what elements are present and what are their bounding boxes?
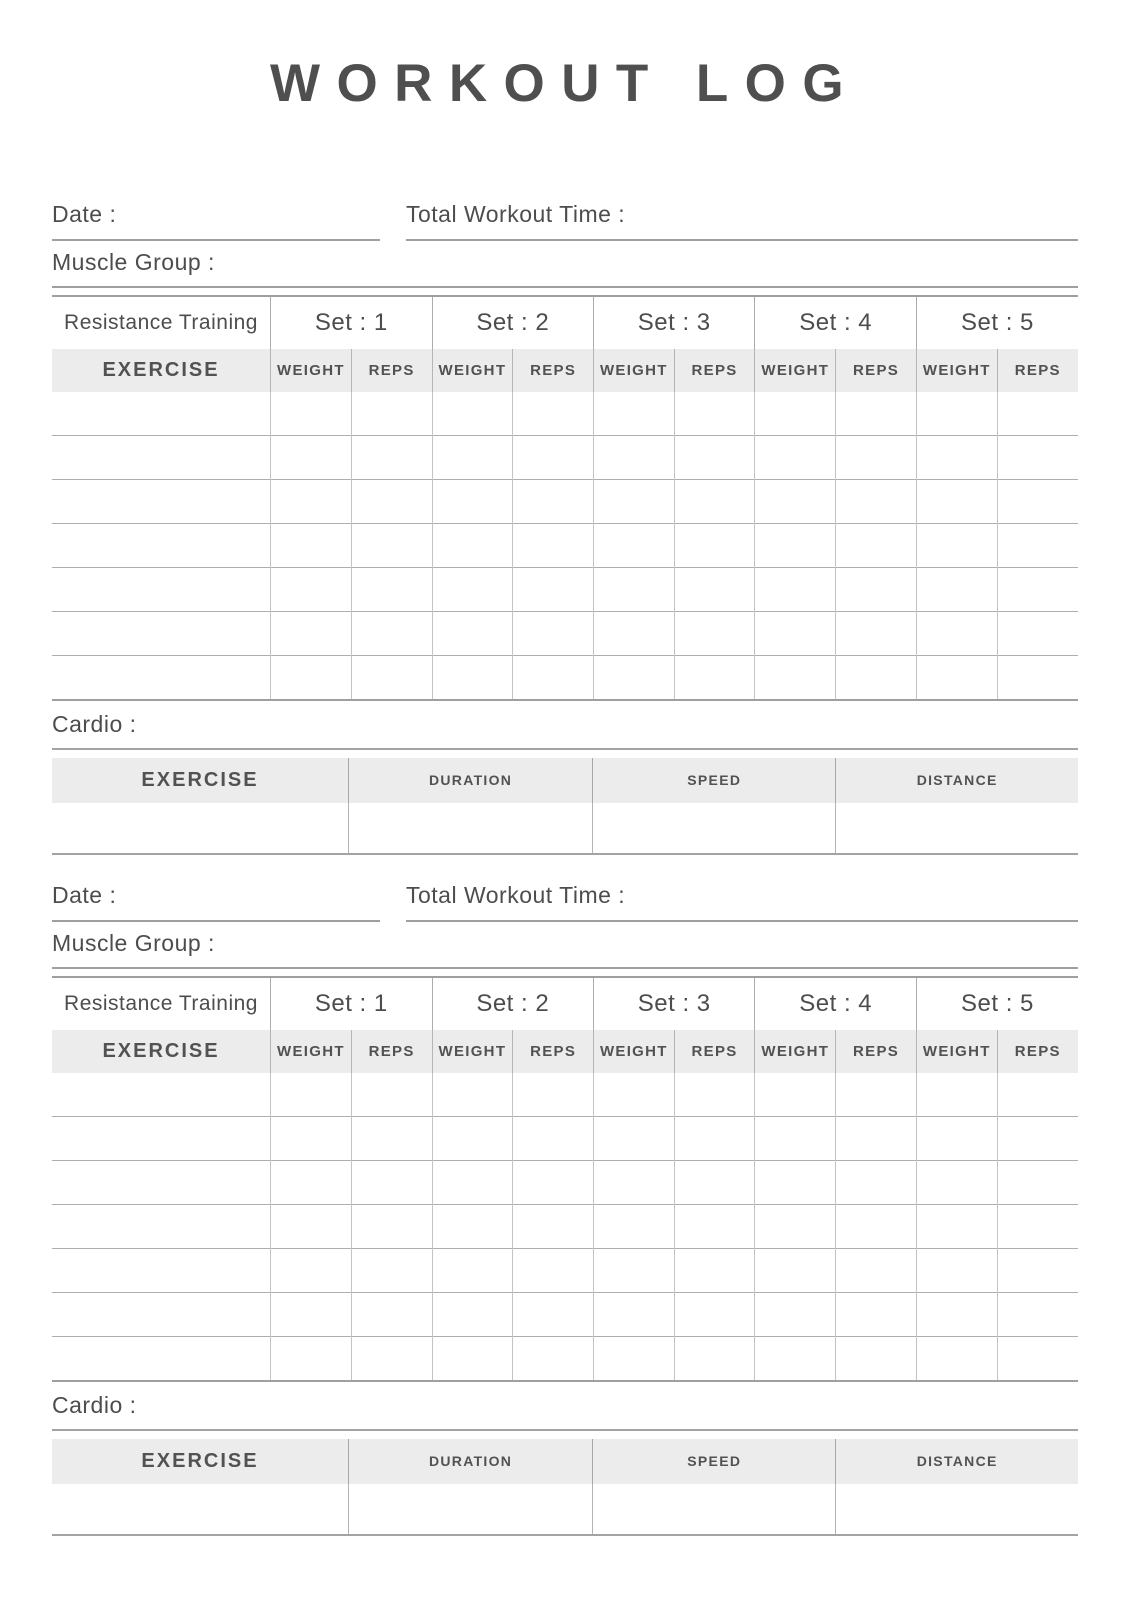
cardio-distance-header: DISTANCE [836,1439,1078,1484]
cardio-header-row [52,758,1078,803]
empty-cell [271,1161,352,1205]
empty-cell [513,436,594,480]
reps-column-header: REPS [836,349,917,392]
empty-row [52,1249,1078,1293]
empty-cell [593,1293,674,1337]
empty-row [52,568,1078,612]
empty-cell [997,436,1078,480]
empty-cell [593,1249,674,1293]
empty-cell [271,1293,352,1337]
empty-cell [674,480,755,524]
workout-section-1 [52,200,1078,855]
empty-cell [52,1249,271,1293]
empty-cell [674,656,755,700]
empty-cell [513,1205,594,1249]
cardio-field [52,1391,1078,1431]
weight-column-header: WEIGHT [432,349,513,392]
empty-cell [916,1249,997,1293]
empty-cell [916,1073,997,1117]
set-header-row [52,296,1078,349]
cardio-exercise-header: EXERCISE [52,758,349,803]
empty-cell [432,524,513,568]
empty-cell [351,1293,432,1337]
empty-cell [997,1161,1078,1205]
empty-cell [351,1337,432,1381]
empty-cell [351,392,432,436]
empty-cell [674,524,755,568]
empty-row [52,656,1078,700]
weight-column-header: WEIGHT [593,1030,674,1073]
total-workout-time-label: Total Workout Time : [406,881,626,908]
empty-cell [432,568,513,612]
empty-cell [513,480,594,524]
empty-cell [755,524,836,568]
empty-cell [52,1293,271,1337]
empty-cell [997,1205,1078,1249]
date-field [52,200,380,241]
empty-cell [432,1117,513,1161]
empty-cell [52,436,271,480]
empty-cell [997,612,1078,656]
empty-cell [593,1073,674,1117]
empty-cell [836,803,1078,854]
empty-cell [836,480,917,524]
empty-cell [271,524,352,568]
empty-cell [513,568,594,612]
empty-cell [52,1205,271,1249]
empty-cell [916,524,997,568]
empty-cell [593,1484,836,1535]
column-header-row [52,1030,1078,1073]
weight-column-header: WEIGHT [593,349,674,392]
cardio-speed-header: SPEED [593,1439,836,1484]
cardio-label: Cardio : [52,710,137,737]
total-workout-time-label: Total Workout Time : [406,200,626,227]
empty-cell [271,656,352,700]
empty-cell [916,392,997,436]
date-label: Date : [52,881,117,908]
empty-cell [513,1117,594,1161]
cardio-duration-header: DURATION [349,758,593,803]
empty-cell [755,480,836,524]
empty-cell [674,1337,755,1381]
empty-cell [593,803,836,854]
cardio-table [52,758,1078,855]
set-5-header: Set : 5 [916,977,1078,1030]
empty-cell [52,392,271,436]
empty-cell [836,1161,917,1205]
empty-cell [916,568,997,612]
empty-cell [836,1293,917,1337]
empty-cell [271,480,352,524]
empty-cell [432,1293,513,1337]
empty-cell [674,1249,755,1293]
empty-cell [997,568,1078,612]
set-1-header: Set : 1 [271,977,432,1030]
empty-cell [997,392,1078,436]
set-4-header: Set : 4 [755,296,916,349]
empty-cell [916,1205,997,1249]
empty-cell [432,1073,513,1117]
resistance-training-label: Resistance Training [64,310,258,334]
weight-column-header: WEIGHT [755,1030,836,1073]
empty-cell [432,480,513,524]
empty-cell [836,524,917,568]
empty-cell [755,1117,836,1161]
empty-cell [351,1073,432,1117]
cardio-speed-header: SPEED [593,758,836,803]
empty-cell [916,436,997,480]
muscle-group-label: Muscle Group : [52,929,215,956]
empty-cell [52,1161,271,1205]
empty-row [52,612,1078,656]
empty-cell [916,1117,997,1161]
workout-section-2 [52,881,1078,1536]
empty-cell [593,568,674,612]
column-header-row [52,349,1078,392]
empty-cell [271,436,352,480]
empty-cell [271,568,352,612]
empty-cell [593,1205,674,1249]
cardio-table-body [52,1484,1078,1535]
empty-cell [513,612,594,656]
empty-row [52,1337,1078,1381]
cardio-duration-header: DURATION [349,1439,593,1484]
empty-cell [432,1249,513,1293]
empty-cell [432,612,513,656]
empty-cell [997,656,1078,700]
empty-cell [593,612,674,656]
date-time-row [52,200,1078,241]
empty-cell [513,656,594,700]
empty-cell [52,480,271,524]
exercise-column-header: EXERCISE [52,349,271,392]
empty-cell [513,1161,594,1205]
empty-cell [593,1117,674,1161]
set-2-header: Set : 2 [432,977,593,1030]
reps-column-header: REPS [351,349,432,392]
empty-cell [836,1249,917,1293]
set-3-header: Set : 3 [593,296,754,349]
empty-cell [271,1205,352,1249]
empty-cell [432,1161,513,1205]
weight-column-header: WEIGHT [432,1030,513,1073]
weight-column-header: WEIGHT [271,1030,352,1073]
empty-cell [432,436,513,480]
empty-cell [351,480,432,524]
resistance-table-body [52,392,1078,700]
cardio-exercise-header: EXERCISE [52,1439,349,1484]
empty-row [52,480,1078,524]
empty-cell [755,1161,836,1205]
empty-cell [351,1205,432,1249]
empty-cell [674,436,755,480]
empty-cell [674,1073,755,1117]
empty-cell [513,1337,594,1381]
empty-cell [432,1337,513,1381]
empty-row [52,803,1078,854]
empty-row [52,1117,1078,1161]
empty-cell [836,568,917,612]
empty-cell [674,568,755,612]
resistance-table-body [52,1073,1078,1381]
empty-cell [916,1337,997,1381]
weight-column-header: WEIGHT [271,349,352,392]
page-title: WORKOUT LOG [270,54,860,113]
empty-cell [593,656,674,700]
cardio-field [52,710,1078,750]
empty-cell [836,436,917,480]
empty-cell [997,480,1078,524]
empty-cell [997,524,1078,568]
empty-cell [351,656,432,700]
empty-cell [351,1161,432,1205]
reps-column-header: REPS [513,349,594,392]
empty-cell [52,1073,271,1117]
empty-cell [916,1161,997,1205]
empty-cell [836,1117,917,1161]
empty-row [52,1484,1078,1535]
empty-cell [349,1484,593,1535]
empty-cell [674,612,755,656]
empty-cell [997,1293,1078,1337]
reps-column-header: REPS [674,1030,755,1073]
empty-cell [836,1205,917,1249]
empty-row [52,1205,1078,1249]
muscle-group-field [52,248,1078,288]
cardio-label: Cardio : [52,1391,137,1418]
weight-column-header: WEIGHT [916,1030,997,1073]
empty-cell [271,1337,352,1381]
empty-cell [836,392,917,436]
empty-cell [593,1337,674,1381]
empty-cell [351,524,432,568]
empty-cell [593,1161,674,1205]
reps-column-header: REPS [674,349,755,392]
empty-cell [916,1293,997,1337]
reps-column-header: REPS [997,1030,1078,1073]
empty-row [52,1161,1078,1205]
weight-column-header: WEIGHT [755,349,836,392]
reps-column-header: REPS [997,349,1078,392]
empty-row [52,392,1078,436]
empty-cell [755,612,836,656]
empty-cell [513,1249,594,1293]
empty-row [52,1293,1078,1337]
empty-cell [432,656,513,700]
empty-cell [351,612,432,656]
set-header-row [52,977,1078,1030]
empty-cell [755,1337,836,1381]
empty-cell [271,612,352,656]
muscle-group-field [52,929,1078,969]
empty-cell [755,656,836,700]
empty-cell [674,1205,755,1249]
date-field [52,881,380,922]
empty-cell [271,1249,352,1293]
resistance-training-table [52,976,1078,1382]
empty-cell [755,1293,836,1337]
empty-cell [271,392,352,436]
empty-cell [916,656,997,700]
empty-cell [513,1073,594,1117]
empty-cell [836,1073,917,1117]
empty-cell [836,656,917,700]
empty-cell [52,1484,349,1535]
empty-cell [593,436,674,480]
empty-cell [351,1249,432,1293]
empty-cell [271,1117,352,1161]
empty-cell [52,568,271,612]
empty-cell [997,1117,1078,1161]
set-1-header: Set : 1 [271,296,432,349]
resistance-training-table [52,295,1078,701]
empty-row [52,436,1078,480]
empty-cell [836,1337,917,1381]
empty-cell [997,1337,1078,1381]
empty-cell [52,1117,271,1161]
empty-cell [271,1073,352,1117]
empty-cell [52,1337,271,1381]
set-4-header: Set : 4 [755,977,916,1030]
reps-column-header: REPS [351,1030,432,1073]
date-label: Date : [52,200,117,227]
cardio-table-body [52,803,1078,854]
empty-row [52,1073,1078,1117]
empty-cell [674,1117,755,1161]
set-5-header: Set : 5 [916,296,1078,349]
empty-row [52,524,1078,568]
empty-cell [513,524,594,568]
cardio-distance-header: DISTANCE [836,758,1078,803]
empty-cell [916,480,997,524]
empty-cell [755,436,836,480]
exercise-column-header: EXERCISE [52,1030,271,1073]
date-time-row [52,881,1078,922]
empty-cell [674,1161,755,1205]
set-3-header: Set : 3 [593,977,754,1030]
empty-cell [351,1117,432,1161]
empty-cell [755,568,836,612]
empty-cell [593,480,674,524]
empty-cell [836,612,917,656]
empty-cell [593,524,674,568]
empty-cell [997,1073,1078,1117]
reps-column-header: REPS [513,1030,594,1073]
empty-cell [349,803,593,854]
empty-cell [836,1484,1078,1535]
empty-cell [755,1073,836,1117]
reps-column-header: REPS [836,1030,917,1073]
empty-cell [513,392,594,436]
set-2-header: Set : 2 [432,296,593,349]
empty-cell [755,1249,836,1293]
empty-cell [916,612,997,656]
empty-cell [755,1205,836,1249]
resistance-training-label: Resistance Training [64,991,258,1015]
cardio-table [52,1439,1078,1536]
total-workout-time-field [406,881,1078,922]
empty-cell [997,1249,1078,1293]
empty-cell [674,392,755,436]
weight-column-header: WEIGHT [916,349,997,392]
cardio-header-row [52,1439,1078,1484]
empty-cell [432,392,513,436]
empty-cell [755,392,836,436]
empty-cell [351,436,432,480]
empty-cell [52,612,271,656]
empty-cell [52,524,271,568]
muscle-group-label: Muscle Group : [52,248,215,275]
empty-cell [52,656,271,700]
empty-cell [351,568,432,612]
empty-cell [513,1293,594,1337]
total-workout-time-field [406,200,1078,241]
empty-cell [432,1205,513,1249]
empty-cell [674,1293,755,1337]
empty-cell [593,392,674,436]
empty-cell [52,803,349,854]
